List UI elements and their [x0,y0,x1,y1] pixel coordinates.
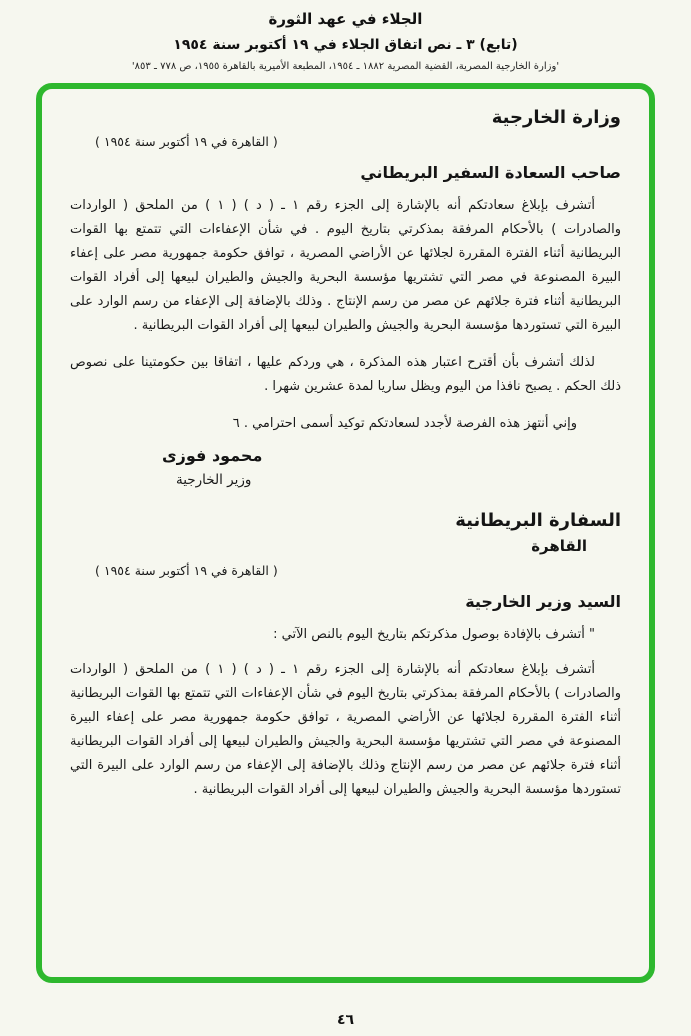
letter1-paragraph-2: لذلك أتشرف بأن أقترح اعتبار هذه المذكرة ، هي وردكم عليها ، اتفاقا بين حكومتينا على نصوص ذلك الحكم . يصبح نافذا من اليوم ويظل ساريا لمدة عشرين شهرا . [70,355,621,394]
letter2-dateline: ( القاهرة في ١٩ أكتوبر سنة ١٩٥٤ ) [95,563,278,578]
page-footer [0,1012,691,1028]
page-number: ٤٦ [336,1012,355,1028]
source-citation: 'وزارة الخارجية المصرية، القضية المصرية ١٨٨٢ ـ ١٩٥٤، المطبعة الأميرية بالقاهرة ١٩٥٥، ص ٧٧٨ ـ ٨٥٣' [131,61,560,72]
document-subtitle: (تابع) ٣ ـ نص اتفاق الجلاء في ١٩ أكتوبر سنة ١٩٥٤ [173,37,518,53]
letter-frame [36,83,655,983]
letter2-salutation: السيد وزير الخارجية [465,592,621,611]
letter2-sender-heading: السفارة البريطانية [455,510,621,531]
letter2-sender-city: القاهرة [531,537,587,555]
letter-foreign-ministry [70,107,621,488]
document-header [0,0,691,72]
letter1-closing-line: وإني أنتهز هذه الفرصة لأجدد لسعادتكم توكيد أسمى احترامي . ٦ [232,416,577,431]
letter-british-embassy [70,510,621,802]
letter1-sender-heading: وزارة الخارجية [491,107,621,128]
document-title: الجلاء في عهد الثورة [268,10,423,28]
letter1-dateline: ( القاهرة في ١٩ أكتوبر سنة ١٩٥٤ ) [95,134,278,149]
letter1-paragraph-1: أتشرف بإبلاغ سعادتكم أنه بالإشارة إلى الجزء رقم ١ ـ ( د ) ( ١ ) من الملحق ( الواردات والصادرات ) بالأحكام المرفقة بمذكرتي بتاريخ اليوم . في شأن الإعفاءات التي تتمتع بها القوات البريطانية أثناء الفترة المقررة لجلائها عن الأراضي المصرية ، توافق حكومة جمهورية مصر على إعفاء البيرة المصنوعة في مصر التي تشتريها مؤسسة البحرية والجيش والطيران لبيعها إلى أفراد القوات البريطانية أثناء فترة جلائهم عن مصر من رسم الإنتاج . وذلك بالإضافة إلى الإعفاء من رسم الوارد على البيرة التي تستوردها مؤسسة البحرية والجيش والطيران لبيعها إلى أفراد القوات البريطانية . [70,198,621,333]
signature-name: محمود فوزى [162,446,263,465]
signature-block [70,446,621,488]
letter2-paragraph-1: أتشرف بإبلاغ سعادتكم أنه بالإشارة إلى الجزء رقم ١ ـ ( د ) ( ١ ) من الملحق ( الواردات والصادرات ) بالأحكام المرفقة بمذكرتي بتاريخ اليوم في شأن الإعفاءات التي تتمتع بها القوات البريطانية أثناء الفترة المقررة لجلائها عن الأراضي المصرية ، توافق حكومة جمهورية مصر على إعفاء البيرة المصنوعة في مصر التي تشتريها مؤسسة البحرية والجيش والطيران لبيعها إلى أفراد القوات البريطانية أثناء فترة جلائهم عن مصر من رسم الإنتاج وذلك بالإضافة إلى الإعفاء من رسم الوارد على البيرة التي تستوردها مؤسسة البحرية والجيش والطيران لبيعها إلى أفراد القوات البريطانية . [70,662,621,797]
signature-title: وزير الخارجية [176,472,252,488]
letter1-salutation: صاحب السعادة السفير البريطاني [360,163,621,182]
letter2-intro-line: " أتشرف بالإفادة بوصول مذكرتكم بتاريخ اليوم بالنص الآتي : [273,627,595,642]
